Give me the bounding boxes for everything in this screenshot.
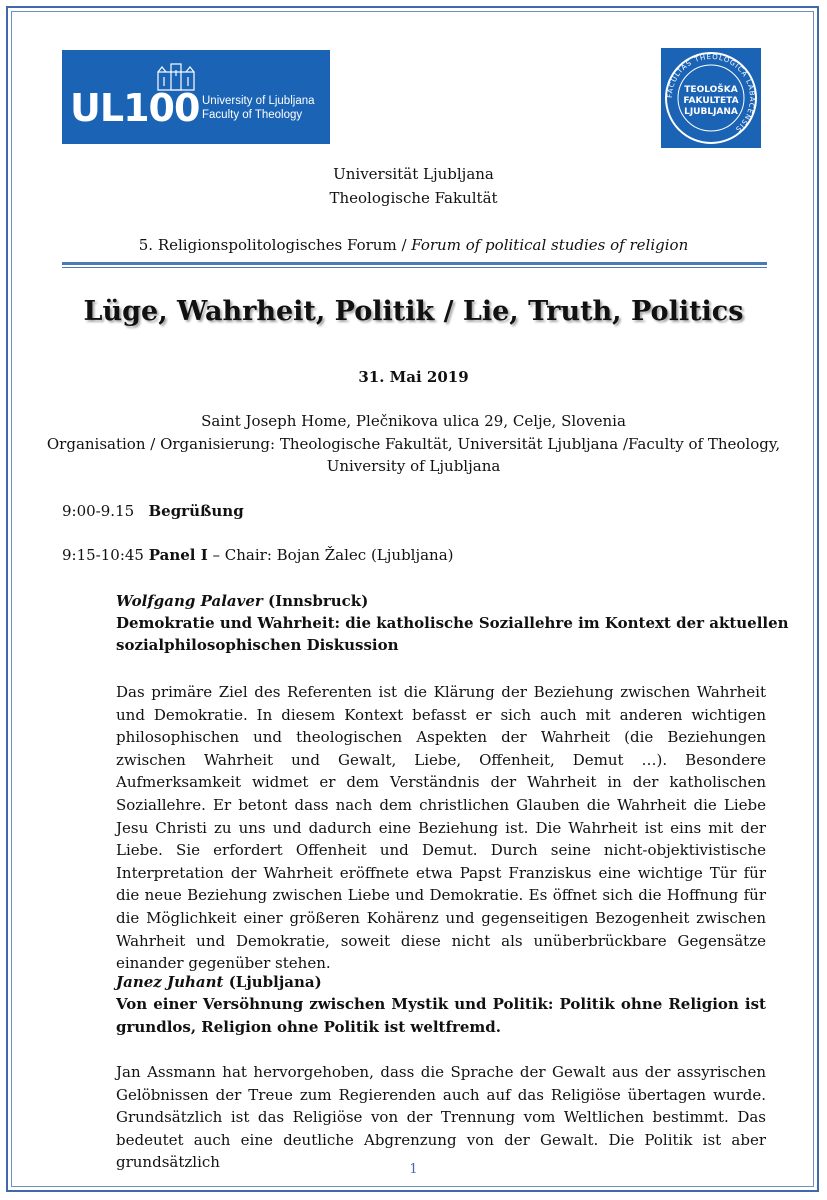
logo-caption-line2: Faculty of Theology bbox=[202, 109, 303, 121]
header-rule bbox=[62, 262, 767, 265]
speaker-name: Wolfgang Palaver bbox=[116, 592, 263, 610]
logo-caption-line1: University of Ljubljana bbox=[202, 95, 315, 107]
castle-icon bbox=[154, 62, 198, 92]
forum-en: Forum of political studies of religion bbox=[406, 236, 689, 254]
faculty-seal bbox=[661, 48, 761, 148]
welcome-label: Begrüßung bbox=[148, 502, 244, 520]
talk-title-line2: sozialphilosophischen Diskussion bbox=[116, 636, 399, 654]
panel-row bbox=[62, 546, 454, 564]
panel-label: Panel I bbox=[148, 546, 208, 564]
organisation: Organisation / Organisierung: Theologische Fakultät, Universität Ljubljana /Faculty of Theology, bbox=[46, 435, 781, 453]
seal-line3: LJUBLJANA bbox=[684, 107, 738, 117]
university-name: Universität Ljubljana bbox=[333, 165, 494, 183]
venue: Saint Joseph Home, Plečnikova ulica 29, Celje, Slovenia bbox=[201, 412, 626, 430]
speaker-line bbox=[116, 973, 766, 991]
speaker-place: (Innsbruck) bbox=[262, 592, 369, 610]
seal-graphic bbox=[661, 48, 761, 148]
university-logo bbox=[62, 50, 330, 144]
event-date: 31. Mai 2019 bbox=[358, 368, 469, 386]
logo-caption bbox=[202, 94, 315, 122]
speaker-place: (Ljubljana) bbox=[223, 973, 322, 991]
page-title: Lüge, Wahrheit, Politik / Lie, Truth, Politics bbox=[83, 296, 744, 327]
panel-time: 9:15-10:45 bbox=[62, 546, 144, 564]
seal-ring-text: FACULTAS THEOLOGICA LABACENSIS bbox=[665, 52, 757, 134]
welcome-row bbox=[62, 502, 244, 520]
speaker-name: Janez Juhant bbox=[116, 973, 224, 991]
welcome-time: 9:00-9.15 bbox=[62, 502, 135, 520]
faculty-name: Theologische Fakultät bbox=[329, 189, 498, 207]
organisation-cont: University of Ljubljana bbox=[326, 457, 501, 475]
forum-de: 5. Religionspolitologisches Forum / bbox=[138, 236, 407, 254]
forum-line bbox=[40, 236, 787, 254]
talk-title-line1: Von einer Versöhnung zwischen Mystik und Politik: Politik ohne Religion ist bbox=[116, 995, 766, 1013]
page-number: 1 bbox=[409, 1162, 418, 1177]
ul100-mark: UL100 bbox=[70, 86, 200, 130]
talk-title-line1: Demokratie und Wahrheit: die katholische Soziallehre im Kontext der aktuellen bbox=[116, 614, 789, 632]
header-rule-thin bbox=[62, 267, 767, 268]
speaker-line bbox=[116, 592, 766, 610]
talk-abstract: Das primäre Ziel des Referenten ist die Klärung der Beziehung zwischen Wahrheit und Demokratie. In diesem Kontext befasst er sich auch mit anderen wichtigen philosophischen und theologischen Aspekten der Wahrheit (die Beziehungen zwischen Wahrheit und Gewalt, Liebe, Offenheit, Demut …). Besondere Aufmerksamkeit widmet er dem Verständnis der Wahrheit in der katholischen Soziallehre. Er betont dass nach dem christlichen Glauben die Wahrheit die Liebe Jesu Christi zu uns und dadurch eine Beziehung ist. Die Wahrheit ist eins mit der Liebe. Sie erfordert Offenheit und Demut. Durch seine nicht-objektivistische Interpretation der Wahrheit eröffnete etwa Papst Franziskus eine wichtige Tür für die neue Beziehung zwischen Liebe und Demokratie. Es öffnet sich die Hoffnung für die Möglichkeit einer größeren Kohärenz und gegenseitigen Bezogenheit zwischen Wahrheit und Demokratie, soweit diese nicht als unüberbrückbare Gegensätze einander gegenüber stehen. bbox=[116, 683, 766, 973]
panel-chair: – Chair: Bojan Žalec (Ljubljana) bbox=[207, 546, 454, 564]
seal-line1: TEOLOŠKA bbox=[684, 85, 738, 95]
talk-title-line2: grundlos, Religion ohne Politik ist weltfremd. bbox=[116, 1018, 501, 1036]
seal-line2: FAKULTETA bbox=[683, 96, 739, 106]
talk-abstract: Jan Assmann hat hervorgehoben, dass die Sprache der Gewalt aus der assyrischen Gelöbnissen der Treue zum Regierenden auch auf das Religiöse übertagen wurde. Grundsätzlich ist das Religiöse von der Trennung vom Weltlichen bestimmt. Das bedeutet auch eine deutliche Abgrenzung von der Gewalt. Die Politik ist aber grundsätzlich bbox=[116, 1063, 766, 1172]
